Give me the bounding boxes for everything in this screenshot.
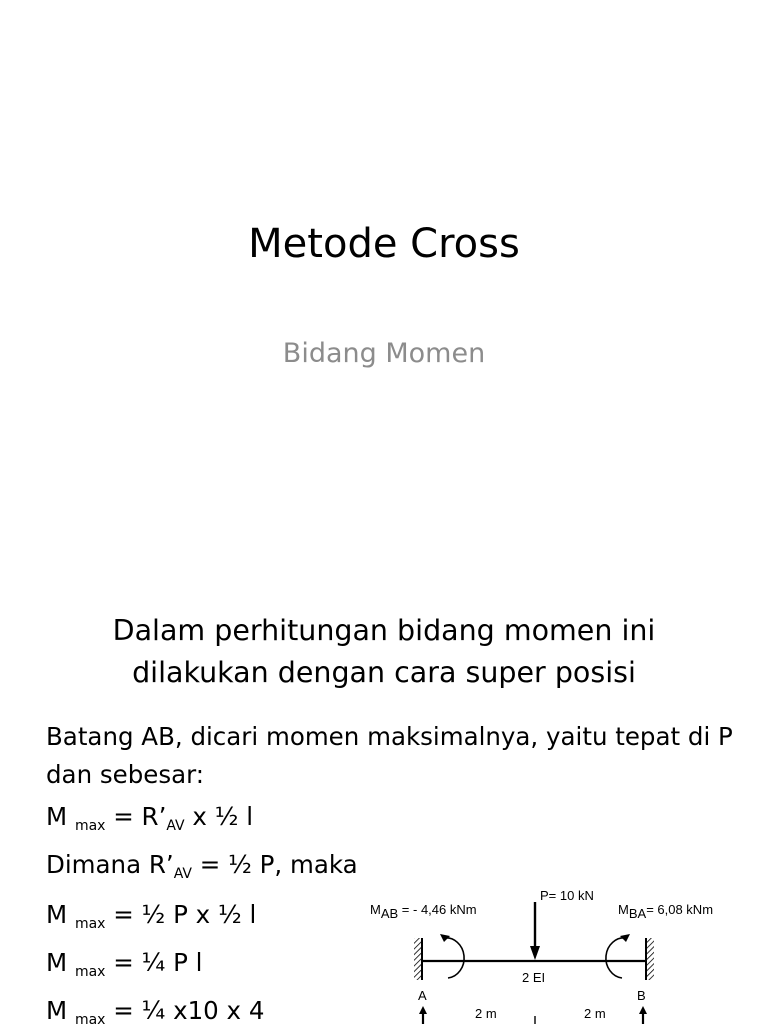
eq-rhs: = ½ P, maka xyxy=(191,850,358,879)
slide2-title-line2: dilakukan dengan cara super posisi xyxy=(132,656,636,689)
fixed-support-b xyxy=(646,938,654,980)
slide-title: Metode Cross xyxy=(248,221,520,267)
equation-mmax-4 xyxy=(46,994,264,1028)
slide2-title-line1: Dalam perhitungan bidang momen ini xyxy=(112,614,656,647)
beam-diagram xyxy=(360,878,768,1024)
load-arrow xyxy=(530,946,540,960)
equation-dimana xyxy=(46,848,358,882)
eq-subscript: max xyxy=(74,1012,106,1028)
paragraph-batang-ab: Batang AB, dicari momen maksimalnya, yaitu tepat di P dan sebesar: xyxy=(46,722,733,789)
eq-rhs-tail: x ½ l xyxy=(184,802,254,831)
eq-rhs: = ¼ x10 x 4 xyxy=(105,996,265,1025)
equation-mmax-3 xyxy=(46,946,202,980)
support-a-label: A xyxy=(418,988,427,1003)
span-right-label: 2 m xyxy=(584,1006,606,1021)
eq-subscript: max xyxy=(74,818,106,834)
equation-mmax-1 xyxy=(46,800,253,834)
support-b-label: B xyxy=(637,988,646,1003)
eq-subscript-av: AV xyxy=(166,818,185,834)
moment-ab-label: MAB = - 4,46 kNm xyxy=(370,902,477,921)
slide-subtitle: Bidang Momen xyxy=(282,338,486,369)
equation-mmax-2 xyxy=(46,898,256,932)
load-label: P= 10 kN xyxy=(540,888,594,903)
eq-subscript: max xyxy=(74,916,106,932)
eq-rhs: = ¼ P l xyxy=(105,948,203,977)
eq-lhs: Dimana R’ xyxy=(46,850,174,879)
eq-symbol: M xyxy=(46,948,68,977)
eq-symbol: M xyxy=(46,996,68,1025)
eq-subscript-av: AV xyxy=(173,866,192,882)
eq-rhs: = R’ xyxy=(105,802,167,831)
eq-symbol: M xyxy=(46,802,68,831)
slide2-title xyxy=(20,610,748,694)
beam-label: 2 EI xyxy=(522,970,546,985)
eq-rhs: = ½ P x ½ l xyxy=(105,900,257,929)
eq-subscript: max xyxy=(74,964,106,980)
span-left-label: 2 m xyxy=(475,1006,497,1021)
moment-ba-label: MBA= 6,08 kNm xyxy=(618,902,714,921)
eq-symbol: M xyxy=(46,900,68,929)
fixed-support-a xyxy=(414,938,422,980)
moment-arrow-a xyxy=(444,938,464,978)
moment-arrow-b xyxy=(606,938,626,978)
